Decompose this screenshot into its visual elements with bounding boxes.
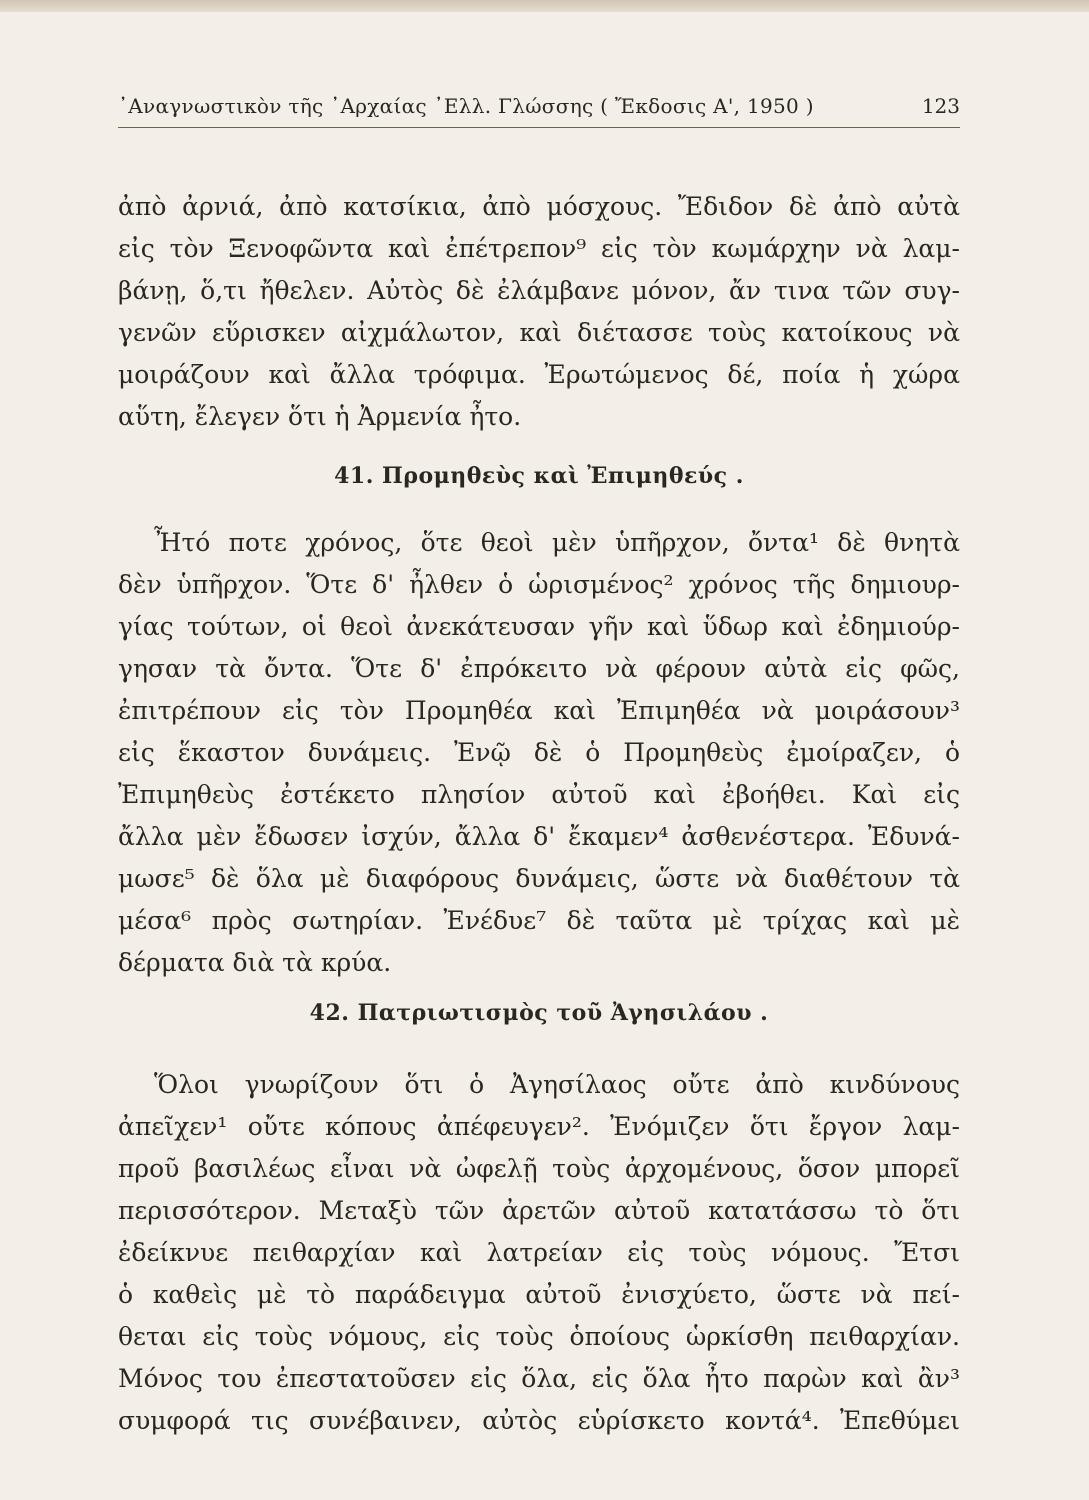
text-line: μοιράζουν καὶ ἄλλα τρόφιμα. Ἐρωτώμενος δέ, ποία ἡ χώρα bbox=[118, 360, 960, 389]
text-line: εἰς ἕκαστον δυνάμεις. Ἐνῷ δὲ ὁ Προμηθεὺς ἐμοίραζεν, ὁ bbox=[118, 738, 960, 767]
text-line: μωσε⁵ δὲ ὅλα μὲ διαφόρους δυνάμεις, ὥστε νὰ διαθέτουν τὰ bbox=[118, 864, 960, 893]
text-line: βάνῃ, ὅ,τι ἤθελεν. Αὐτὸς δὲ ἐλάμβανε μόνον, ἄν τινα τῶν συγ- bbox=[118, 276, 960, 305]
text-line: γενῶν εὕρισκεν αἰχμάλωτον, καὶ διέτασσε τοὺς κατοίκους νὰ bbox=[118, 318, 960, 347]
text-line: Ὅλοι γνωρίζουν ὅτι ὁ Ἀγησίλαος οὔτε ἀπὸ κινδύνους bbox=[154, 1070, 960, 1099]
text-line: ἀπὸ ἀρνιά, ἀπὸ κατσίκια, ἀπὸ μόσχους. Ἔδιδον δὲ ἀπὸ αὐτὰ bbox=[118, 192, 960, 221]
text-line: Μόνος του ἐπεστατοῦσεν εἰς ὅλα, εἰς ὅλα ἦτο παρὼν καὶ ἂν³ bbox=[118, 1364, 960, 1393]
text-line: ἐπιτρέπουν εἰς τὸν Προμηθέα καὶ Ἐπιμηθέα νὰ μοιράσουν³ bbox=[118, 696, 960, 725]
paragraph-42 bbox=[118, 1064, 960, 1442]
paragraph-40-continuation bbox=[118, 186, 960, 438]
text-line: Ἐπιμηθεὺς ἐστέκετο πλησίον αὐτοῦ καὶ ἐβοήθει. Καὶ εἰς bbox=[118, 780, 960, 809]
running-header bbox=[118, 94, 960, 134]
text-line: μέσα⁶ πρὸς σωτηρίαν. Ἐνέδυε⁷ δὲ ταῦτα μὲ τρίχας καὶ μὲ bbox=[118, 906, 960, 935]
text-line: αὕτη, ἔλεγεν ὅτι ἡ Ἀρμενία ἦτο. bbox=[118, 402, 522, 431]
text-line: ἐδείκνυε πειθαρχίαν καὶ λατρείαν εἰς τοὺς νόμους. Ἔτσι bbox=[118, 1238, 960, 1267]
text-line: ἄλλα μὲν ἔδωσεν ἰσχύν, ἄλλα δ' ἔκαμεν⁴ ἀσθενέστερα. Ἐδυνά- bbox=[118, 822, 960, 851]
text-line: ἀπεῖχεν¹ οὔτε κόπους ἀπέφευγεν². Ἐνόμιζεν ὅτι ἔργον λαμ- bbox=[118, 1112, 960, 1141]
header-rule bbox=[118, 127, 960, 128]
text-line: συμφορά τις συνέβαινεν, αὐτὸς εὑρίσκετο κοντά⁴. Ἐπεθύμει bbox=[118, 1406, 960, 1435]
header-title: ᾽Αναγνωστικὸν τῆς ᾽Αρχαίας ᾽Ελλ. Γλώσσης ( Ἔκδοσις Α', 1950 ) bbox=[118, 94, 814, 118]
text-line: εἰς τὸν Ξενοφῶντα καὶ ἐπέτρεπον⁹ εἰς τὸν κωμάρχην νὰ λαμ- bbox=[118, 234, 960, 263]
text-line: γησαν τὰ ὄντα. Ὅτε δ' ἐπρόκειτο νὰ φέρουν αὐτὰ εἰς φῶς, bbox=[118, 654, 960, 683]
text-line: ὁ καθεὶς μὲ τὸ παράδειγμα αὐτοῦ ἐνισχύετο, ὥστε νὰ πεί- bbox=[118, 1280, 960, 1309]
text-line: γίας τούτων, οἱ θεοὶ ἀνεκάτευσαν γῆν καὶ ὕδωρ καὶ ἐδημιούρ- bbox=[118, 612, 960, 641]
paragraph-41 bbox=[118, 522, 960, 984]
text-line: δὲν ὑπῆρχον. Ὅτε δ' ἦλθεν ὁ ὡρισμένος² χρόνος τῆς δημιουρ- bbox=[118, 570, 960, 599]
text-line: Ἦτό ποτε χρόνος, ὅτε θεοὶ μὲν ὑπῆρχον, ὄντα¹ δὲ θνητὰ bbox=[154, 528, 960, 557]
text-line: δέρματα διὰ τὰ κρύα. bbox=[118, 948, 392, 977]
text-line: θεται εἰς τοὺς νόμους, εἰς τοὺς ὁποίους ὡρκίσθη πειθαρχίαν. bbox=[118, 1322, 960, 1351]
page-number: 123 bbox=[921, 94, 960, 118]
text-line: προῦ βασιλέως εἶναι νὰ ὠφελῇ τοὺς ἀρχομένους, ὅσον μπορεῖ bbox=[118, 1154, 960, 1183]
text-line: περισσότερον. Μεταξὺ τῶν ἀρετῶν αὐτοῦ κατατάσσω τὸ ὅτι bbox=[118, 1196, 960, 1225]
section-heading-42: 42. Πατριωτισμὸς τοῦ Ἀγησιλάου . bbox=[309, 1000, 769, 1026]
section-heading-41: 41. Προμηθεὺς καὶ Ἐπιμηθεύς . bbox=[334, 463, 744, 489]
